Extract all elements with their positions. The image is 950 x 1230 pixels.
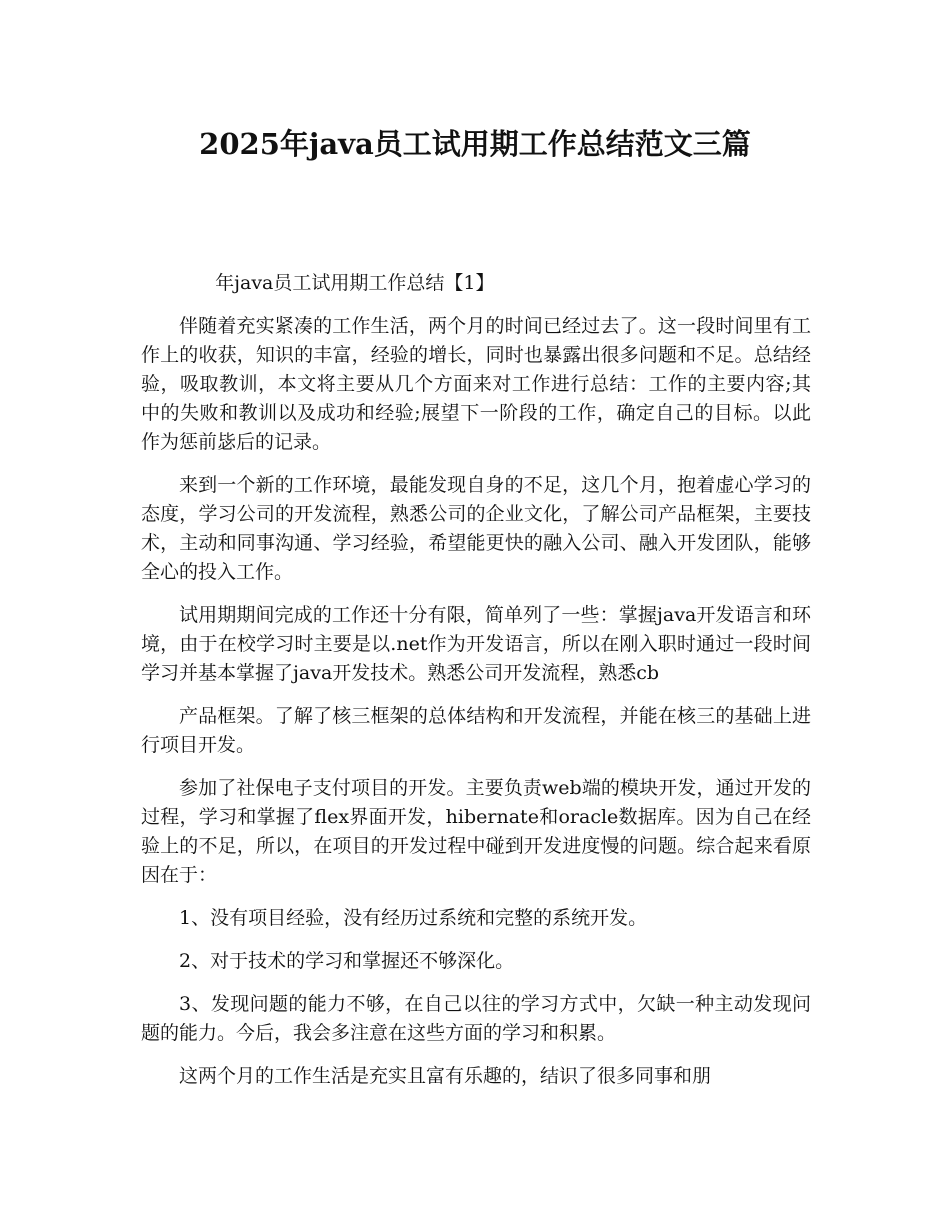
- paragraph-completed-work: 试用期期间完成的工作还十分有限，简单列了一些：掌握java开发语言和环境，由于在校学习时主要是以.net作为开发语言，所以在刚入职时通过一段时间学习并基本掌握了java开发技术。熟悉公司开发流程，熟悉cb: [141, 604, 811, 684]
- document-title: 2025年java员工试用期工作总结范文三篇: [199, 127, 751, 161]
- paragraph-intro: 伴随着充实紧凑的工作生活，两个月的时间已经过去了。这一段时间里有工作上的收获，知识的丰富，经验的增长，同时也暴露出很多问题和不足。总结经验，吸取教训，本文将主要从几个方面来对工作进行总结：工作的主要内容;其中的失败和教训以及成功和经验;展望下一阶段的工作，确定自己的目标。以此作为惩前毖后的记录。: [141, 315, 811, 453]
- list-item-2: 2、对于技术的学习和掌握还不够深化。: [179, 950, 515, 972]
- list-item-1: 1、没有项目经验，没有经历过系统和完整的系统开发。: [179, 907, 648, 929]
- paragraph-new-environment: 来到一个新的工作环境，最能发现自身的不足，这几个月，抱着虚心学习的态度，学习公司的开发流程，熟悉公司的企业文化，了解公司产品框架，主要技术，主动和同事沟通、学习经验，希望能更快的融入公司、融入开发团队，能够全心的投入工作。: [141, 474, 811, 583]
- paragraph-product-framework: 产品框架。了解了核三框架的总体结构和开发流程，并能在核三的基础上进行项目开发。: [141, 705, 811, 756]
- list-item-3: 3、发现问题的能力不够，在自己以往的学习方式中，欠缺一种主动发现问题的能力。今后，我会多注意在这些方面的学习和积累。: [141, 993, 811, 1044]
- document-body: [141, 269, 811, 1105]
- paragraph-closing: 这两个月的工作生活是充实且富有乐趣的，结识了很多同事和朋: [179, 1065, 712, 1087]
- paragraph-project-development: 参加了社保电子支付项目的开发。主要负责web端的模块开发，通过开发的过程，学习和掌握了flex界面开发，hibernate和oracle数据库。因为自己在经验上的不足，所以，在项目的开发过程中碰到开发进度慢的问题。综合起来看原因在于：: [141, 777, 811, 886]
- section-heading: 年java员工试用期工作总结【1】: [215, 272, 495, 294]
